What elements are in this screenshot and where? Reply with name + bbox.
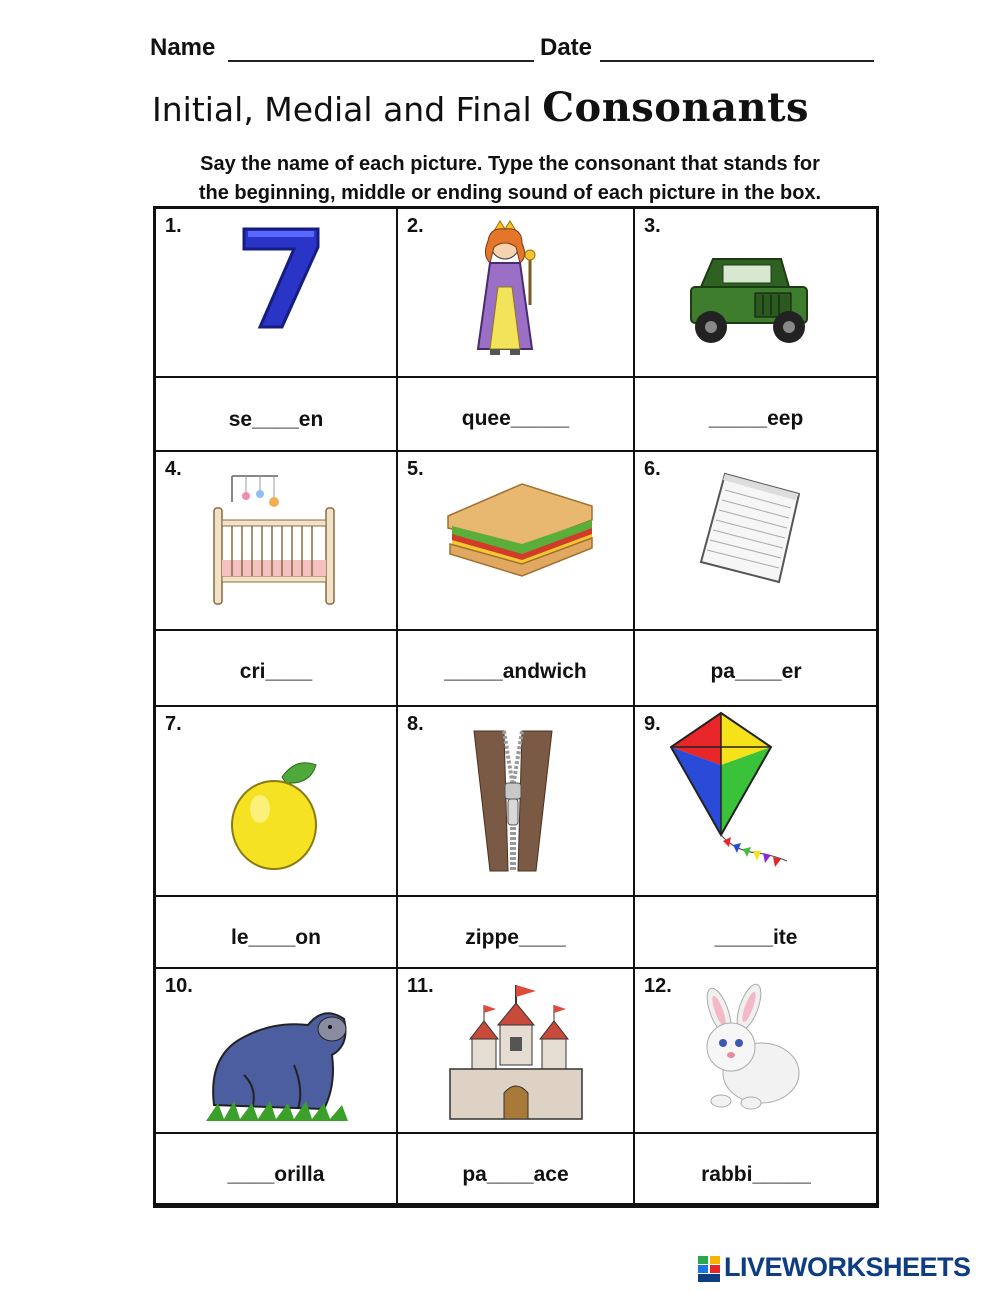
instructions — [130, 150, 890, 208]
date-label: Date — [540, 34, 593, 61]
answer-word[interactable]: rabbi_____ — [701, 1163, 811, 1186]
worksheet-grid — [153, 206, 879, 1208]
word-cell-11 — [398, 1134, 635, 1205]
name-line — [228, 60, 534, 62]
picture-cell-12 — [635, 969, 879, 1134]
picture-cell-6 — [635, 452, 879, 631]
item-number: 3. — [644, 215, 661, 237]
item-number: 7. — [165, 713, 182, 735]
picture-cell-2 — [398, 209, 635, 378]
picture-cell-7 — [156, 707, 398, 897]
title-part2: Consonants — [542, 84, 810, 131]
name-date-header — [150, 34, 880, 66]
gorilla-icon — [204, 985, 350, 1125]
word-cell-12 — [635, 1134, 879, 1205]
word-cell-8 — [398, 897, 635, 969]
number-seven-icon — [236, 223, 326, 331]
zipper-icon — [470, 727, 556, 875]
item-number: 6. — [644, 458, 661, 480]
word-cell-2 — [398, 378, 635, 452]
answer-word[interactable]: ____orilla — [227, 1163, 325, 1186]
picture-cell-10 — [156, 969, 398, 1134]
answer-word[interactable]: se____en — [228, 408, 324, 431]
picture-cell-1 — [156, 209, 398, 378]
word-cell-10 — [156, 1134, 398, 1205]
item-number: 11. — [407, 975, 434, 997]
jeep-icon — [671, 247, 821, 347]
item-number: 2. — [407, 215, 424, 237]
word-cell-4 — [156, 631, 398, 707]
title-part1: Initial, Medial and Final — [152, 90, 543, 129]
castle-icon — [446, 981, 586, 1123]
word-cell-7 — [156, 897, 398, 969]
word-cell-6 — [635, 631, 879, 707]
page-title — [152, 84, 912, 131]
instructions-line1: Say the name of each picture. Type the consonant that stands for — [200, 153, 820, 175]
answer-word[interactable]: zippe____ — [465, 926, 566, 949]
kite-icon — [667, 711, 797, 871]
picture-cell-5 — [398, 452, 635, 631]
lemon-icon — [226, 755, 330, 873]
word-cell-9 — [635, 897, 879, 969]
picture-cell-11 — [398, 969, 635, 1134]
crib-icon — [202, 472, 348, 608]
word-cell-5 — [398, 631, 635, 707]
answer-word[interactable]: pa____er — [710, 660, 802, 683]
liveworksheets-logo[interactable] — [698, 1252, 998, 1286]
picture-cell-9 — [635, 707, 879, 897]
answer-word[interactable]: _____andwich — [444, 660, 587, 683]
brand-mark-icon — [698, 1256, 720, 1282]
picture-cell-8 — [398, 707, 635, 897]
sandwich-icon — [442, 476, 598, 580]
answer-word[interactable]: le____on — [231, 926, 321, 949]
item-number: 9. — [644, 713, 661, 735]
paper-icon — [695, 470, 805, 586]
name-label: Name — [150, 34, 216, 61]
answer-word[interactable]: _____eep — [708, 407, 804, 430]
picture-cell-3 — [635, 209, 879, 378]
item-number: 10. — [165, 975, 193, 997]
queen-icon — [460, 217, 550, 359]
item-number: 12. — [644, 975, 672, 997]
item-number: 8. — [407, 713, 424, 735]
item-number: 4. — [165, 458, 182, 480]
answer-word[interactable]: quee_____ — [461, 407, 570, 430]
brand-text: LIVEWORKSHEETS — [724, 1252, 971, 1282]
answer-word[interactable]: pa____ace — [462, 1163, 569, 1186]
picture-cell-4 — [156, 452, 398, 631]
rabbit-icon — [691, 983, 803, 1113]
item-number: 1. — [165, 215, 182, 237]
item-number: 5. — [407, 458, 424, 480]
answer-word[interactable]: _____ite — [714, 926, 798, 949]
date-line — [600, 60, 874, 62]
word-cell-1 — [156, 378, 398, 452]
word-cell-3 — [635, 378, 879, 452]
instructions-line2: the beginning, middle or ending sound of each picture in the box. — [198, 182, 822, 204]
answer-word[interactable]: cri____ — [239, 660, 313, 683]
